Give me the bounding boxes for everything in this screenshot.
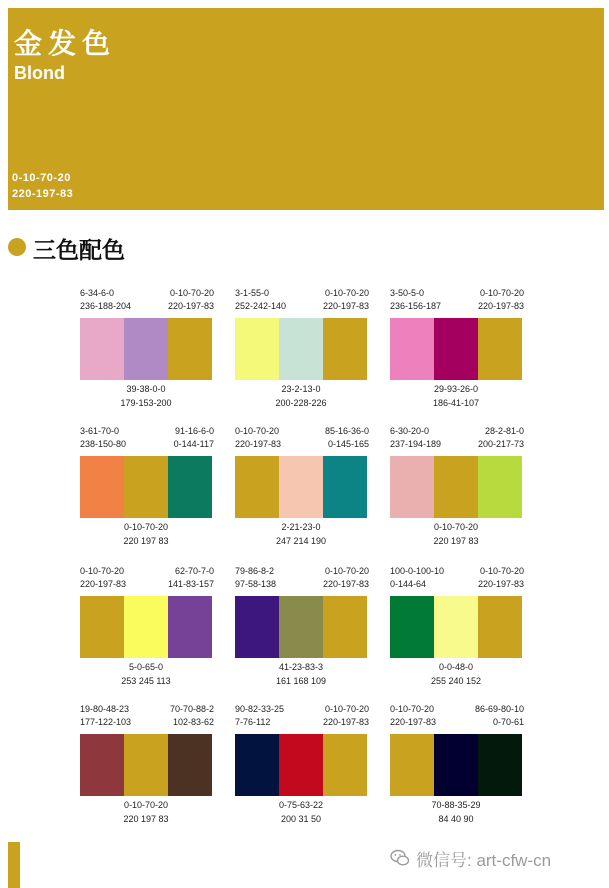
combo-left-cmyk: 0-10-70-20 — [390, 704, 435, 714]
color-swatch — [434, 456, 478, 518]
color-swatch — [478, 734, 522, 796]
banner-title-en: Blond — [14, 63, 65, 83]
combo-left-rgb: 238-150-80 — [80, 439, 127, 449]
swatch-row — [80, 456, 212, 518]
swatch-row — [390, 734, 522, 796]
combo-left-rgb: 177-122-103 — [80, 717, 132, 727]
bullet-dot-icon — [8, 238, 26, 256]
combo-right-cmyk: 86-69-80-10 — [474, 704, 524, 714]
combo-middle-rgb: 253 245 113 — [121, 676, 171, 686]
swatch-row — [235, 734, 367, 796]
combo-middle-cmyk: 39-38-0-0 — [126, 384, 166, 394]
combo-right-rgb: 220-197-83 — [477, 301, 524, 311]
combo-middle-cmyk: 0-0-48-0 — [438, 662, 474, 672]
combo-middle-rgb: 200-228-226 — [275, 398, 327, 408]
swatch-row — [235, 318, 367, 380]
swatch-row — [390, 596, 522, 658]
color-swatch — [235, 318, 279, 380]
color-swatch — [478, 318, 522, 380]
color-swatch — [235, 456, 279, 518]
combo-left-rgb: 220-197-83 — [80, 579, 127, 589]
combo-middle-rgb: 220 197 83 — [433, 536, 479, 546]
color-swatch — [80, 318, 124, 380]
combo-right-rgb: 0-144-117 — [173, 439, 214, 449]
combo-middle-cmyk: 5-0-65-0 — [128, 662, 164, 672]
color-swatch — [390, 318, 434, 380]
color-swatch — [323, 734, 367, 796]
color-swatch — [168, 596, 212, 658]
color-swatch — [124, 734, 168, 796]
color-combo — [235, 704, 369, 832]
combo-middle-rgb: 179-153-200 — [120, 398, 172, 408]
color-combo — [80, 566, 214, 694]
color-swatch — [478, 596, 522, 658]
swatch-row — [80, 734, 212, 796]
color-combo — [80, 704, 214, 832]
combo-left-rgb: 237-194-189 — [390, 439, 442, 449]
color-swatch — [478, 456, 522, 518]
color-combo — [235, 566, 369, 694]
combo-right-cmyk: 0-10-70-20 — [479, 566, 524, 576]
color-combo — [235, 288, 369, 416]
combo-right-cmyk: 0-10-70-20 — [479, 288, 524, 298]
combo-right-cmyk: 70-70-88-2 — [169, 704, 214, 714]
color-swatch — [80, 456, 124, 518]
combo-left-cmyk: 3-61-70-0 — [80, 426, 120, 436]
combo-middle-rgb: 220 197 83 — [123, 814, 169, 824]
color-swatch — [390, 596, 434, 658]
combo-middle-cmyk: 2-21-23-0 — [281, 522, 321, 532]
combo-right-rgb: 0-70-61 — [492, 717, 524, 727]
color-swatch — [323, 318, 367, 380]
color-swatch — [168, 456, 212, 518]
combo-left-rgb: 220-197-83 — [390, 717, 437, 727]
combo-left-cmyk: 3-50-5-0 — [390, 288, 425, 298]
combo-middle-cmyk: 0-10-70-20 — [123, 522, 169, 532]
swatch-row — [235, 596, 367, 658]
combo-left-cmyk: 0-10-70-20 — [235, 426, 280, 436]
combo-right-cmyk: 0-10-70-20 — [169, 288, 214, 298]
combo-left-rgb: 97-58-138 — [235, 579, 277, 589]
color-combo — [390, 704, 524, 832]
color-swatch — [168, 734, 212, 796]
combo-middle-rgb: 84 40 90 — [438, 814, 474, 824]
color-combo — [390, 426, 524, 554]
banner-cmyk: 0-10-70-20 — [12, 172, 71, 184]
combo-right-rgb: 220-197-83 — [322, 301, 369, 311]
color-swatch — [279, 734, 323, 796]
combo-left-rgb: 220-197-83 — [235, 439, 282, 449]
combo-middle-rgb: 220 197 83 — [123, 536, 169, 546]
color-combo — [80, 426, 214, 554]
combo-middle-rgb: 200 31 50 — [280, 814, 322, 824]
combo-middle-rgb: 161 168 109 — [275, 676, 327, 686]
combo-left-cmyk: 6-34-6-0 — [80, 288, 115, 298]
combo-right-cmyk: 0-10-70-20 — [324, 288, 369, 298]
combo-left-rgb: 236-156-187 — [390, 301, 442, 311]
combo-left-cmyk: 6-30-20-0 — [390, 426, 430, 436]
watermark-text: 微信号: art-cfw-cn — [416, 851, 552, 870]
combo-middle-rgb: 247 214 190 — [275, 536, 327, 546]
combo-middle-cmyk: 70-88-35-29 — [431, 800, 481, 810]
combo-right-rgb: 220-197-83 — [322, 717, 369, 727]
combo-right-rgb: 200-217-73 — [477, 439, 524, 449]
combo-left-cmyk: 19-80-48-23 — [80, 704, 130, 714]
swatch-row — [235, 456, 367, 518]
combo-middle-cmyk: 0-10-70-20 — [123, 800, 169, 810]
combo-left-rgb: 0-144-64 — [390, 579, 427, 589]
banner-rgb: 220-197-83 — [12, 188, 74, 200]
combo-middle-cmyk: 41-23-83-3 — [278, 662, 324, 672]
combo-right-cmyk: 0-10-70-20 — [324, 566, 369, 576]
combo-left-rgb: 252-242-140 — [235, 301, 287, 311]
combo-middle-cmyk: 0-10-70-20 — [433, 522, 479, 532]
color-swatch — [124, 456, 168, 518]
color-swatch — [124, 596, 168, 658]
color-combo — [390, 566, 524, 694]
color-swatch — [323, 456, 367, 518]
color-combo — [80, 288, 214, 416]
combo-left-rgb: 236-188-204 — [80, 301, 132, 311]
combo-right-cmyk: 85-16-36-0 — [324, 426, 369, 436]
combo-middle-rgb: 186-41-107 — [432, 398, 480, 408]
color-swatch — [168, 318, 212, 380]
section-title: 三色配色 — [33, 238, 125, 264]
combo-left-cmyk: 3-1-55-0 — [235, 288, 270, 298]
color-swatch — [124, 318, 168, 380]
color-swatch — [279, 456, 323, 518]
combo-middle-rgb: 255 240 152 — [430, 676, 482, 686]
combo-right-cmyk: 28-2-81-0 — [484, 426, 524, 436]
color-swatch — [80, 734, 124, 796]
color-swatch — [235, 734, 279, 796]
color-combo — [235, 426, 369, 554]
color-swatch — [390, 456, 434, 518]
swatch-row — [80, 596, 212, 658]
combo-right-rgb: 220-197-83 — [322, 579, 369, 589]
color-swatch — [390, 734, 434, 796]
color-swatch — [279, 596, 323, 658]
combo-right-cmyk: 91-16-6-0 — [174, 426, 214, 436]
color-banner — [8, 8, 604, 210]
combo-middle-cmyk: 23-2-13-0 — [281, 384, 321, 394]
color-swatch — [80, 596, 124, 658]
combo-left-cmyk: 90-82-33-25 — [235, 704, 285, 714]
combo-right-rgb: 141-83-157 — [167, 579, 214, 589]
bottom-accent-bar — [8, 842, 20, 888]
combo-left-rgb: 7-76-112 — [235, 717, 271, 727]
color-swatch — [323, 596, 367, 658]
combo-right-cmyk: 62-70-7-0 — [174, 566, 214, 576]
color-swatch — [434, 734, 478, 796]
color-combo — [390, 288, 524, 416]
swatch-row — [390, 318, 522, 380]
combo-left-cmyk: 0-10-70-20 — [80, 566, 125, 576]
color-swatch — [434, 596, 478, 658]
combo-right-cmyk: 0-10-70-20 — [324, 704, 369, 714]
combo-middle-cmyk: 0-75-63-22 — [278, 800, 324, 810]
swatch-row — [390, 456, 522, 518]
combo-right-rgb: 102-83-62 — [172, 717, 214, 727]
color-swatch — [434, 318, 478, 380]
color-swatch — [279, 318, 323, 380]
combo-right-rgb: 0-145-165 — [327, 439, 369, 449]
combo-middle-cmyk: 29-93-26-0 — [433, 384, 479, 394]
color-swatch — [235, 596, 279, 658]
combo-right-rgb: 220-197-83 — [477, 579, 524, 589]
wechat-icon — [390, 848, 410, 868]
banner-title-cn: 金发色 — [14, 27, 117, 60]
swatch-row — [80, 318, 212, 380]
combo-left-cmyk: 79-86-8-2 — [235, 566, 275, 576]
combo-right-rgb: 220-197-83 — [167, 301, 214, 311]
combo-left-cmyk: 100-0-100-10 — [390, 566, 445, 576]
